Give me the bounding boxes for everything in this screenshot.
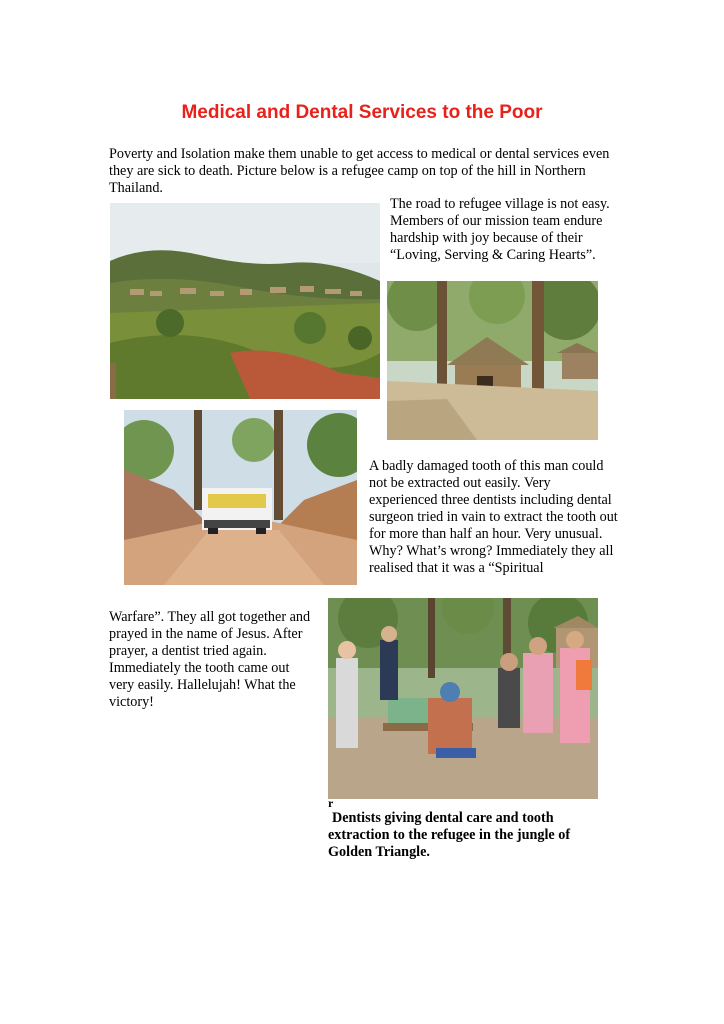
tooth-paragraph-part2: Why? What’s wrong? Immediately they all realised that it was a “Spiritual xyxy=(369,543,614,576)
warfare-paragraph: Warfare”. They all got together and prayed in the name of Jesus. After prayer, a dentist tried again. Immediately the tooth came out very easily. Hallelujah! What the victory! xyxy=(109,609,311,710)
stray-letter: r xyxy=(328,796,334,810)
dental-caption: Dentists giving dental care and tooth extraction to the refugee in the jungle of Golden Triangle. xyxy=(328,810,571,860)
refugee-camp-photo xyxy=(110,203,380,399)
tooth-paragraph xyxy=(369,458,621,577)
tooth-paragraph-part1: A badly damaged tooth of this man could not be extracted out easily. Very experienced three dentists including dental surgeon tried in vain to extract the tooth out for more than half an hour. Very unusual. xyxy=(369,458,618,542)
truck-road-photo xyxy=(124,410,357,585)
dental-care-photo xyxy=(328,598,598,799)
intro-paragraph: Poverty and Isolation make them unable to get access to medical or dental services even they are sick to death. Picture below is a refugee camp on top of the hill in Northern Thailand. xyxy=(109,146,610,196)
road-paragraph: The road to refugee village is not easy. Members of our mission team endure hardship with joy because of their “Loving, Serving & Caring Hearts”. xyxy=(390,196,610,263)
hut-photo xyxy=(387,281,598,440)
page-title: Medical and Dental Services to the Poor xyxy=(181,102,543,123)
